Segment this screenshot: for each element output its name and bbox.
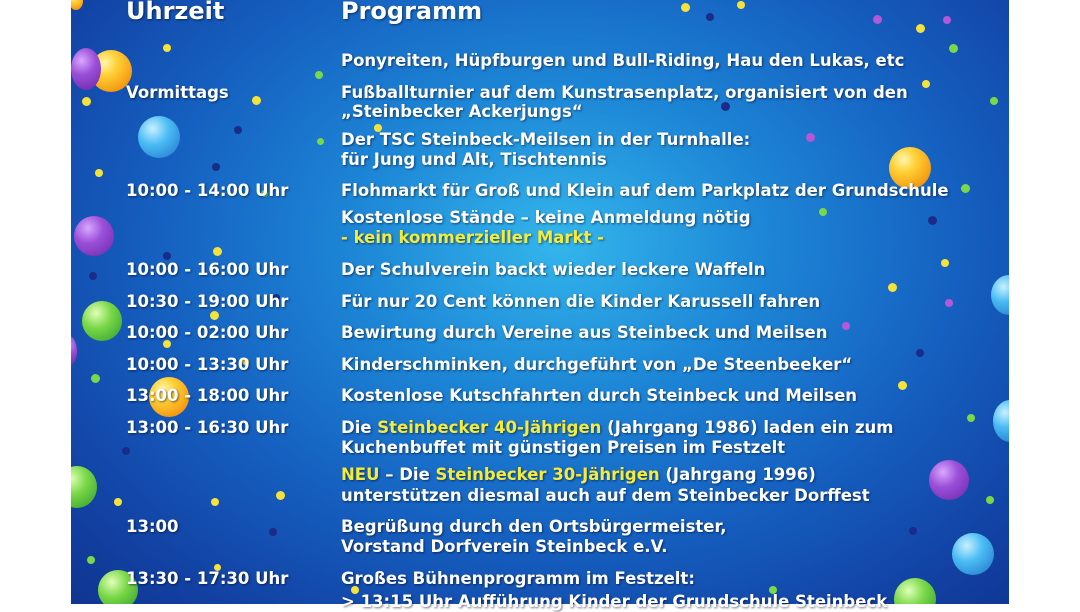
confetti-ball — [991, 275, 1009, 315]
confetti-ball — [138, 116, 180, 158]
program-line: Ponyreiten, Hüpfburgen und Bull-Riding, Hau den Lukas, etc — [341, 51, 905, 70]
program-text: Die — [341, 418, 378, 437]
confetti-ball — [894, 578, 936, 604]
time-label: 10:00 - 14:00 Uhr — [126, 181, 289, 200]
confetti-ball — [71, 466, 97, 508]
confetti-dot — [943, 16, 951, 24]
program-line: Flohmarkt für Groß und Klein auf dem Parkplatz der Grundschule — [341, 181, 949, 200]
confetti-dot — [212, 163, 220, 171]
confetti-dot — [114, 498, 122, 506]
program-line — [341, 465, 816, 485]
time-label: 13:30 - 17:30 Uhr — [126, 569, 289, 588]
confetti-dot — [916, 349, 924, 357]
program-line: Begrüßung durch den Ortsbürgermeister, — [341, 517, 727, 536]
time-label: Vormittags — [126, 83, 229, 102]
confetti-dot — [706, 13, 714, 21]
confetti-dot — [163, 44, 171, 52]
column-header-program: Programm — [341, 0, 483, 25]
confetti-dot — [990, 97, 998, 105]
confetti-dot — [252, 96, 261, 105]
confetti-dot — [806, 133, 815, 142]
confetti-dot — [82, 97, 91, 106]
confetti-dot — [967, 414, 975, 422]
confetti-dot — [721, 102, 730, 111]
time-label: 10:00 - 16:00 Uhr — [126, 260, 289, 279]
confetti-dot — [210, 311, 219, 320]
time-label: 13:00 - 18:00 Uhr — [126, 386, 289, 405]
program-line: > 13:15 Uhr Aufführung Kinder der Grundschule Steinbeck — [341, 592, 888, 611]
highlight-note: - kein kommerzieller Markt - — [341, 228, 605, 247]
confetti-dot — [873, 15, 882, 24]
confetti-dot — [211, 498, 219, 506]
program-text: (Jahrgang 1996) — [659, 465, 816, 484]
highlight-text: Steinbecker 40-Jährigen — [377, 418, 602, 437]
confetti-dot — [89, 272, 97, 280]
confetti-dot — [842, 322, 850, 330]
confetti-dot — [213, 247, 222, 256]
confetti-dot — [95, 169, 103, 177]
program-line: Der TSC Steinbeck-Meilsen in der Turnhalle: — [341, 130, 751, 149]
program-line: für Jung und Alt, Tischtennis — [341, 150, 607, 169]
program-line: Kostenlose Stände – keine Anmeldung nötig — [341, 208, 751, 227]
confetti-ball — [82, 301, 122, 341]
program-line: unterstützen diesmal auch auf dem Steinbecker Dorffest — [341, 486, 870, 505]
program-line: Kuchenbuffet mit günstigen Preisen im Festzelt — [341, 438, 786, 457]
confetti-ball — [74, 216, 114, 256]
program-line: Fußballturnier auf dem Kunstrasenplatz, organisiert von den — [341, 83, 908, 102]
confetti-dot — [737, 1, 745, 9]
confetti-dot — [986, 496, 994, 504]
confetti-dot — [234, 126, 242, 134]
confetti-ball — [71, 336, 77, 366]
confetti-ball — [952, 533, 994, 575]
highlight-text: Steinbecker 30-Jährigen — [435, 465, 660, 484]
column-header-time: Uhrzeit — [126, 0, 225, 25]
new-badge: NEU — [341, 465, 380, 484]
confetti-dot — [928, 216, 937, 225]
confetti-dot — [91, 374, 100, 383]
program-text: (Jahrgang 1986) laden ein zum — [601, 418, 894, 437]
confetti-dot — [945, 299, 953, 307]
confetti-dot — [163, 252, 171, 260]
program-text: – Die — [379, 465, 436, 484]
confetti-dot — [922, 80, 930, 88]
program-line: Großes Bühnenprogramm im Festzelt: — [341, 569, 695, 588]
confetti-ball — [993, 400, 1009, 442]
confetti-dot — [819, 208, 827, 216]
confetti-dot — [276, 491, 285, 500]
confetti-dot — [898, 381, 907, 390]
confetti-dot — [269, 528, 277, 536]
program-line — [341, 418, 893, 438]
confetti-dot — [916, 24, 925, 33]
time-label: 13:00 — [126, 517, 179, 536]
confetti-dot — [961, 184, 970, 193]
time-label: 10:30 - 19:00 Uhr — [126, 292, 289, 311]
program-line: Kinderschminken, durchgeführt von „De Steenbeeker“ — [341, 355, 853, 374]
confetti-dot — [317, 138, 324, 145]
confetti-dot — [87, 556, 95, 564]
confetti-dot — [941, 259, 949, 267]
confetti-ball — [71, 48, 101, 90]
confetti-dot — [315, 71, 323, 79]
confetti-dot — [888, 283, 897, 292]
confetti-dot — [122, 447, 130, 455]
program-line: Bewirtung durch Vereine aus Steinbeck und Meilsen — [341, 323, 828, 342]
program-line: „Steinbecker Ackerjungs“ — [341, 102, 583, 121]
confetti-ball — [71, 0, 83, 10]
program-line: Kostenlose Kutschfahrten durch Steinbeck und Meilsen — [341, 386, 858, 405]
time-label: 10:00 - 02:00 Uhr — [126, 323, 289, 342]
time-label: 10:00 - 13:30 Uhr — [126, 355, 289, 374]
time-label: 13:00 - 16:30 Uhr — [126, 418, 289, 437]
confetti-dot — [949, 44, 958, 53]
confetti-dot — [681, 3, 690, 12]
confetti-ball — [929, 460, 969, 500]
confetti-dot — [909, 527, 917, 535]
program-line: Der Schulverein backt wieder leckere Waffeln — [341, 260, 766, 279]
program-line: Für nur 20 Cent können die Kinder Karussell fahren — [341, 292, 821, 311]
program-line: Vorstand Dorfverein Steinbeck e.V. — [341, 537, 668, 556]
